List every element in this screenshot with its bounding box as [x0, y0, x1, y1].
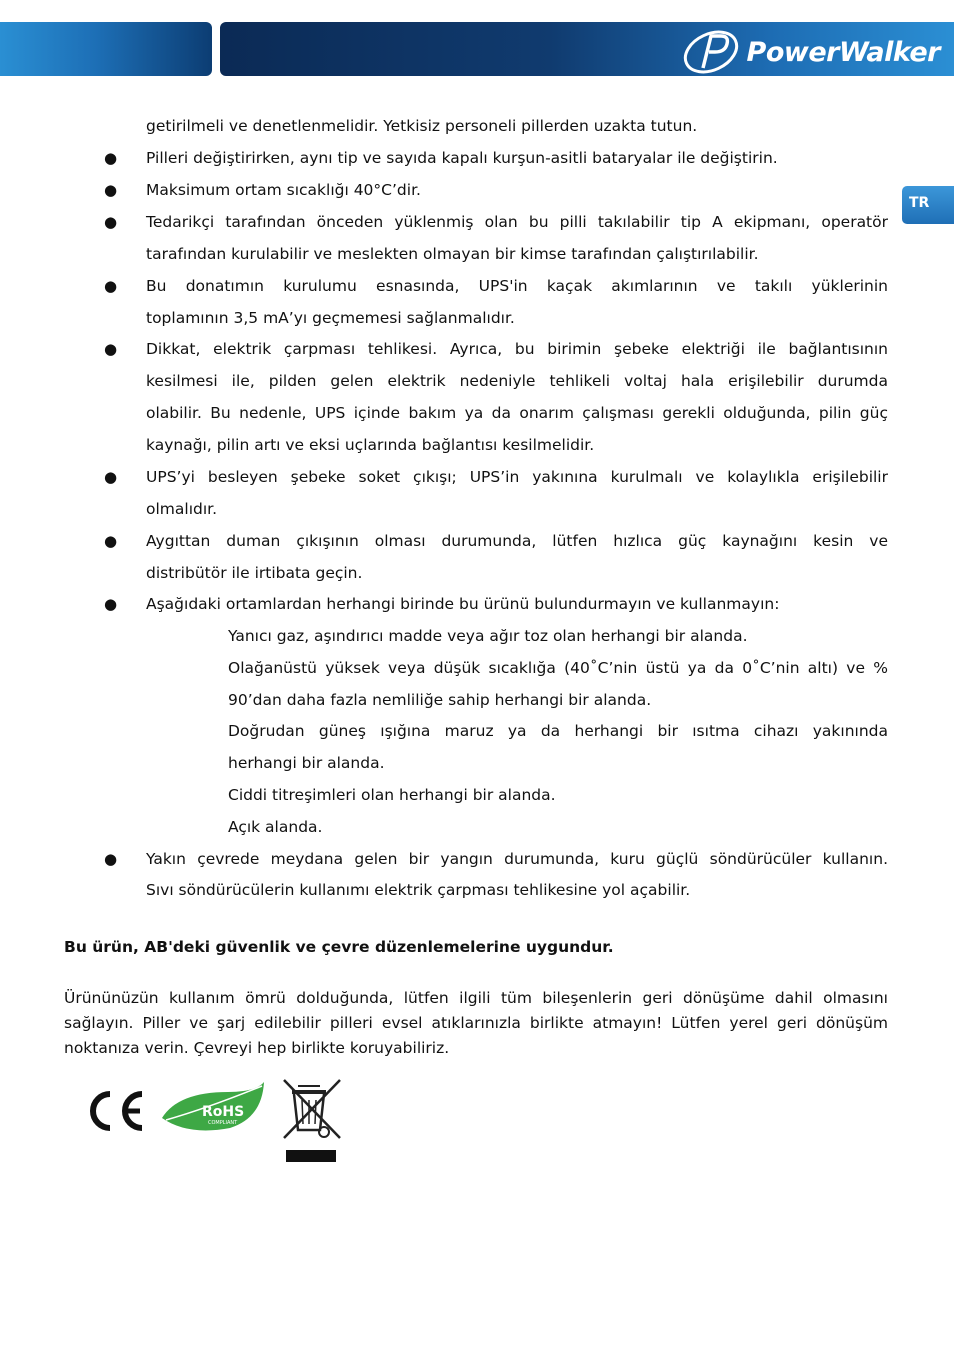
language-tab[interactable] [902, 186, 954, 224]
weee-bin-icon [280, 1076, 344, 1166]
list-item: Pilleri değiştirirken, aynı tip ve sayıda kapalı kurşun-asitli bataryalar ile değiştirin. [146, 149, 778, 167]
list-item: Aşağıdaki ortamlardan herhangi birinde bu ürünü bulundurmayın ve kullanmayın: [146, 595, 780, 613]
text-line: getirilmeli ve denetlenmelidir. Yetkisiz personeli pillerden uzakta tutun. [146, 117, 698, 135]
bullet-icon: ● [104, 468, 118, 486]
header-right-bar [220, 22, 954, 76]
rohs-label: RoHS [202, 1104, 245, 1120]
page-header [0, 20, 954, 78]
header-left-bar [0, 22, 212, 76]
list-item-cont: toplamının 3,5 mA’yı geçmemesi sağlanmalıdır. [146, 309, 515, 327]
recycling-text: noktanıza verin. Çevreyi hep birlikte koruyabiliriz. [64, 1039, 450, 1057]
compliance-heading: Bu ürün, AB'deki güvenlik ve çevre düzenlemelerine uygundur. [64, 938, 614, 956]
bullet-icon: ● [104, 277, 118, 295]
environment-item: Ciddi titreşimleri olan herhangi bir alanda. [228, 786, 556, 804]
list-item: Aygıttan duman çıkışının olması durumunda, lütfen hızlıca güç kaynağını kesin ve [146, 532, 888, 550]
language-tab-label: TR [909, 195, 930, 211]
environment-item-cont: 90’dan daha fazla nemliliğe sahip herhangi bir alanda. [228, 691, 652, 709]
environment-item: Olağanüstü yüksek veya düşük sıcaklığa (40˚C’nin üstü ya da 0˚C’nin altı) ve % [228, 659, 888, 677]
bullet-icon: ● [104, 532, 118, 550]
list-item: Yakın çevrede meydana gelen bir yangın durumunda, kuru güçlü söndürücüler kullanın. [146, 850, 888, 868]
list-item: Bu donatımın kurulumu esnasında, UPS'in kaçak akımlarının ve takılı yüklerinin [146, 277, 888, 295]
certification-marks [80, 1076, 350, 1168]
bullet-icon: ● [104, 149, 118, 167]
brand-name: PowerWalker [746, 36, 940, 68]
list-item-cont: kesilmesi ile, pilden gelen elektrik nedeniyle tehlikeli voltaj hala erişilebilir durumda [146, 372, 888, 390]
list-item: UPS’yi besleyen şebeke soket çıkışı; UPS’in yakınına kurulmalı ve kolaylıkla erişilebilir [146, 468, 888, 486]
bullet-icon: ● [104, 595, 118, 613]
ce-mark-icon [84, 1086, 150, 1136]
environment-item: Doğrudan güneş ışığına maruz ya da herhangi bir ısıtma cihazı yakınında [228, 722, 888, 740]
recycling-text: sağlayın. Piller ve şarj edilebilir pilleri evsel atıklarınızla birlikte atmayın! Lütfen yerel geri dönüşüm [64, 1014, 888, 1032]
list-item: Dikkat, elektrik çarpması tehlikesi. Ayrıca, bu birimin şebeke elektriği ile bağlantısının [146, 340, 888, 358]
list-item-cont: Sıvı söndürücülerin kullanımı elektrik çarpması tehlikesine yol açabilir. [146, 881, 691, 899]
list-item: Tedarikçi tarafından önceden yüklenmiş olan bu pilli takılabilir tip A ekipmanı, operatör [146, 213, 888, 231]
list-item-cont: kaynağı, pilin artı ve eksi uçlarında bağlantısı kesilmelidir. [146, 436, 595, 454]
list-item-cont: olmalıdır. [146, 500, 218, 518]
list-item: Maksimum ortam sıcaklığı 40°C’dir. [146, 181, 421, 199]
rohs-leaf-icon [158, 1078, 268, 1134]
list-item-cont: tarafından kurulabilir ve meslekten olmayan bir kimse tarafından çalıştırılabilir. [146, 245, 759, 263]
list-item-cont: olabilir. Bu nedenle, UPS içinde bakım ya da onarım çalışması gerekli olduğunda, pilin güç [146, 404, 888, 422]
environment-item: Yanıcı gaz, aşındırıcı madde veya ağır toz olan herhangi bir alanda. [228, 627, 748, 645]
environment-item-cont: herhangi bir alanda. [228, 754, 385, 772]
bullet-icon: ● [104, 340, 118, 358]
bullet-icon: ● [104, 213, 118, 231]
bullet-icon: ● [104, 181, 118, 199]
rohs-sublabel: COMPLIANT [208, 1120, 238, 1126]
list-item-cont: distribütör ile irtibata geçin. [146, 564, 363, 582]
powerwalker-logo-icon [681, 30, 743, 74]
environment-item: Açık alanda. [228, 818, 323, 836]
recycling-text: Ürününüzün kullanım ömrü dolduğunda, lütfen ilgili tüm bileşenlerin geri dönüşüme dahil olmasını [64, 989, 888, 1007]
brand-logo [681, 30, 940, 74]
bullet-icon: ● [104, 850, 118, 868]
